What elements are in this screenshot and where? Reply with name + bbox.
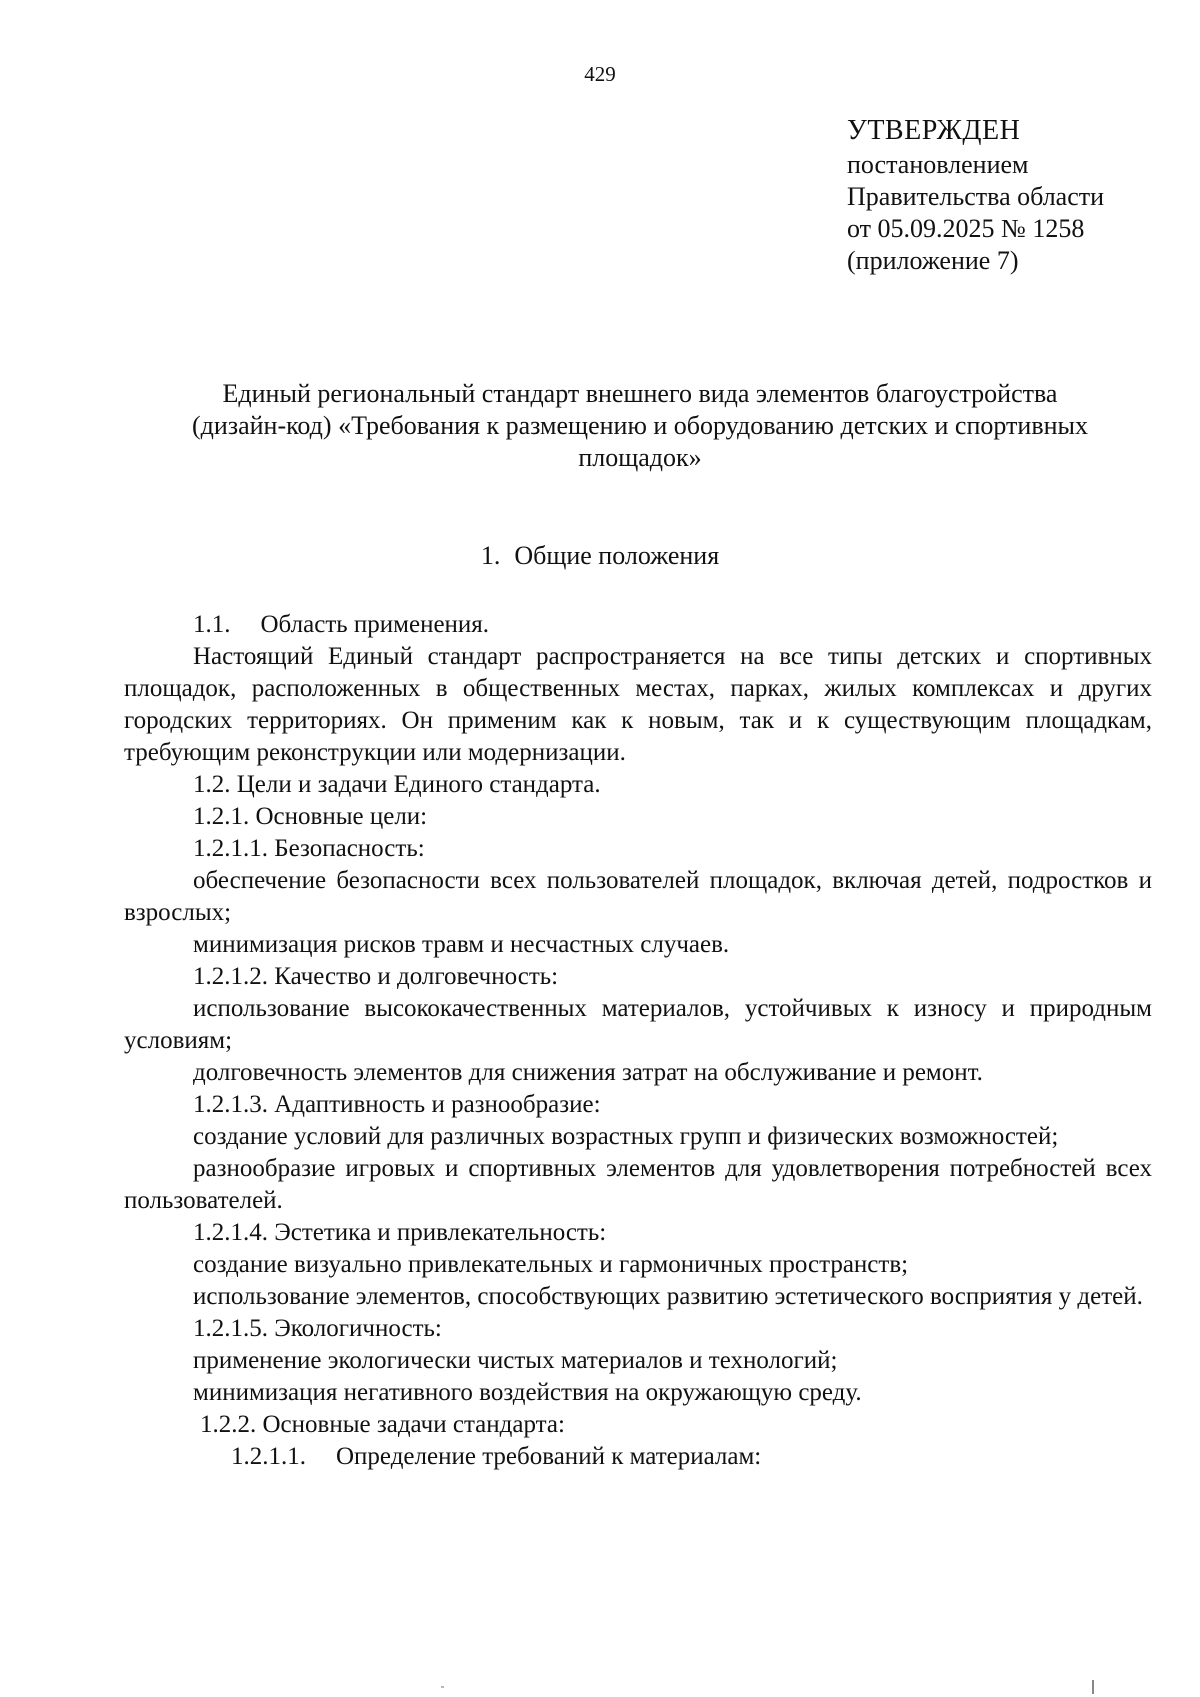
quality-item-1: использование высококачественных материалов, устойчивых к износу и природным условиям; xyxy=(124,995,1152,1054)
scan-artifact-line xyxy=(1092,1680,1094,1694)
approval-line-date-number: от 05.09.2025 № 1258 xyxy=(847,214,1085,243)
section-heading xyxy=(0,540,1200,572)
approval-line-government: Правительства области xyxy=(847,182,1105,211)
clause-1-2-1-5: 1.2.1.5. Экологичность: xyxy=(193,1315,442,1342)
clause-materials-text: Определение требований к материалам: xyxy=(336,1443,762,1470)
quality-item-2: долговечность элементов для снижения затрат на обслуживание и ремонт. xyxy=(193,1059,983,1086)
title-line-2: (дизайн-код) «Требования к размещению и оборудованию детских и спортивных xyxy=(192,411,1088,440)
safety-item-1: обеспечение безопасности всех пользователей площадок, включая детей, подростков и взрослых; xyxy=(124,867,1152,926)
clause-1-2-1-4: 1.2.1.4. Эстетика и привлекательность: xyxy=(193,1219,607,1246)
clause-1-1-number: 1.1. xyxy=(193,611,231,638)
clause-1-2-2: 1.2.2. Основные задачи стандарта: xyxy=(200,1411,565,1438)
title-line-1: Единый региональный стандарт внешнего вида элементов благоустройства xyxy=(222,379,1058,408)
section-title: Общие положения xyxy=(514,541,720,570)
safety-item-2: минимизация рисков травм и несчастных случаев. xyxy=(193,931,730,958)
scan-artifact-dot xyxy=(441,1686,444,1688)
document-body xyxy=(124,609,1152,1473)
clause-1-2-1-2: 1.2.1.2. Качество и долговечность: xyxy=(193,963,559,990)
aesthetics-item-1: создание визуально привлекательных и гармоничных пространств; xyxy=(193,1251,909,1278)
clause-1-2-1: 1.2.1. Основные цели: xyxy=(193,803,428,830)
adaptivity-item-1: создание условий для различных возрастных групп и физических возможностей; xyxy=(193,1123,1059,1150)
clause-1-1-text: Область применения. xyxy=(260,611,490,638)
approval-stamp-block xyxy=(847,113,1187,277)
section-number: 1. xyxy=(480,541,501,570)
page-number: 429 xyxy=(584,62,616,86)
adaptivity-item-2: разнообразие игровых и спортивных элементов для удовлетворения потребностей всех пользователей. xyxy=(124,1155,1152,1214)
clause-1-2-1-1: 1.2.1.1. Безопасность: xyxy=(193,835,425,862)
paragraph-scope: Настоящий Единый стандарт распространяется на все типы детских и спортивных площадок, расположенных в общественных местах, парках, жилых комплексах и других городских территориях. Он применим как к новым, так и к существующим площадкам, требующим реконструкции или модернизации. xyxy=(124,643,1152,766)
document-title xyxy=(140,378,1140,474)
ecology-item-1: применение экологически чистых материалов и технологий; xyxy=(193,1347,838,1374)
ecology-item-2: минимизация негативного воздействия на окружающую среду. xyxy=(193,1379,862,1406)
clause-materials-number: 1.2.1.1. xyxy=(231,1443,306,1470)
approval-line-resolution: постановлением xyxy=(847,150,1029,179)
approval-heading: УТВЕРЖДЕН xyxy=(847,115,1021,146)
clause-1-2-1-1-materials xyxy=(124,1441,1152,1473)
clause-1-1 xyxy=(124,609,1152,641)
aesthetics-item-2: использование элементов, способствующих развитию эстетического восприятия у детей. xyxy=(193,1283,1143,1310)
title-line-3: площадок» xyxy=(578,443,702,472)
clause-1-2: 1.2. Цели и задачи Единого стандарта. xyxy=(193,771,601,798)
clause-1-2-1-3: 1.2.1.3. Адаптивность и разнообразие: xyxy=(193,1091,601,1118)
approval-line-appendix: (приложение 7) xyxy=(847,246,1019,275)
